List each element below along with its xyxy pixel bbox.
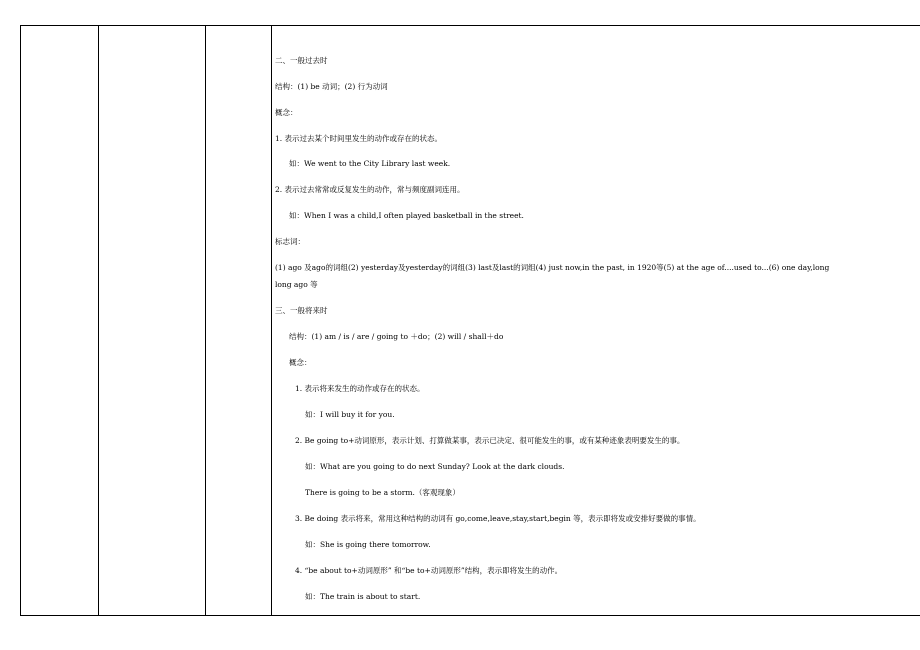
concept-item: 4. “be about to+动词原形” 和“be to+动词原形”结构，表示即将发生的动作。 — [295, 566, 563, 575]
signal-words-line: long ago 等 — [275, 280, 318, 289]
structure-line: 结构：(1) am / is / are / going to ＋do；(2) will / shall＋do — [289, 332, 504, 341]
example-line: 如：I will buy it for you. — [305, 410, 395, 419]
lesson-table — [20, 25, 920, 616]
signal-words-label: 标志词： — [275, 237, 305, 246]
structure-line: 结构：(1) be 动词；(2) 行为动词 — [275, 82, 388, 91]
example-line: 如：We went to the City Library last week. — [289, 159, 451, 168]
column-divider-3 — [271, 26, 272, 615]
example-line: 如：She is going there tomorrow. — [305, 540, 431, 549]
concept-label: 概念： — [289, 358, 312, 367]
concept-item: 2. 表示过去常常或反复发生的动作，常与频度副词连用。 — [275, 185, 465, 194]
concept-item: 1. 表示将来发生的动作或存在的状态。 — [295, 384, 425, 393]
example-line: 如：What are you going to do next Sunday? Look at the dark clouds. — [305, 462, 565, 471]
signal-words-line: (1) ago 及ago的词组(2) yesterday及yesterday的词组(3) last及last的词组(4) just now,in the past, in 1920等(5) at the age of....used to...(6) one day,long — [275, 263, 830, 272]
section-heading-future: 三、一般将来时 — [275, 306, 328, 315]
example-line: There is going to be a storm.（客观现象） — [305, 488, 460, 497]
concept-item: 1. 表示过去某个时间里发生的动作或存在的状态。 — [275, 134, 443, 143]
example-line: 如：When I was a child,I often played basketball in the street. — [289, 211, 524, 220]
column-divider-1 — [98, 26, 99, 615]
column-divider-2 — [205, 26, 206, 615]
concept-item: 3. Be doing 表示将来，常用这种结构的动词有 go,come,leave,stay,start,begin 等，表示即将发或安排好要做的事情。 — [295, 514, 701, 523]
example-line: 如：The train is about to start. — [305, 592, 421, 601]
concept-item: 2. Be going to+动词原形，表示计划、打算做某事，表示已决定、很可能发生的事，或有某种迹象表明要发生的事。 — [295, 436, 685, 445]
section-heading-past: 二、一般过去时 — [275, 56, 328, 65]
concept-label: 概念： — [275, 108, 298, 117]
